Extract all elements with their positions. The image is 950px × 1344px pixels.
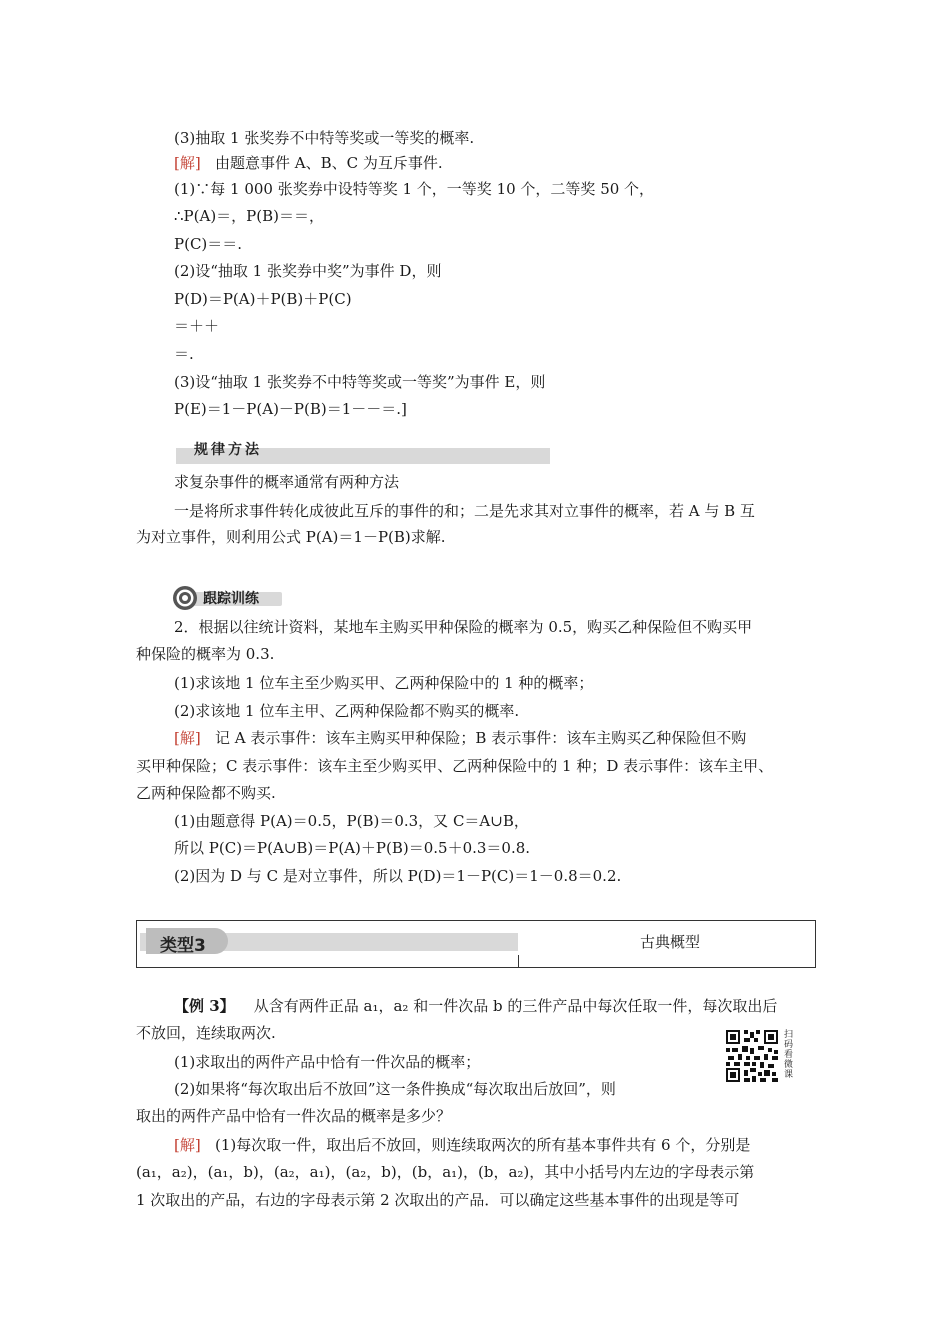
text-line: (1)由题意得 P(A)＝0.5，P(B)＝0.3，又 C＝A∪B， bbox=[174, 812, 529, 830]
text-line: 所以 P(C)＝P(A∪B)＝P(A)＋P(B)＝0.5＋0.3＝0.8. bbox=[174, 839, 531, 857]
text-line: P(E)＝1－P(A)－P(B)＝1－－＝.] bbox=[174, 400, 407, 418]
solution-line bbox=[174, 153, 443, 173]
text-line: 2．根据以往统计资料，某地车主购买甲种保险的概率为 0.5，购买乙种保险但不购买甲 bbox=[174, 618, 753, 636]
type-divider bbox=[518, 955, 519, 967]
example-text: 从含有两件正品 a₁，a₂ 和一件次品 b 的三件产品中每次任取一件，每次取出后 bbox=[253, 997, 778, 1015]
solution-label: [解] bbox=[174, 1136, 201, 1154]
text-line: (1)求取出的两件产品中恰有一件次品的概率； bbox=[174, 1053, 481, 1071]
text-line: 为对立事件，则利用公式 P(A)＝1－P(B)求解. bbox=[136, 528, 446, 546]
text-line: 求复杂事件的概率通常有两种方法 bbox=[174, 473, 400, 491]
text-line: (2)如果将“每次取出后不放回”这一条件换成“每次取出后放回”，则 bbox=[174, 1080, 616, 1098]
text-line: ∴P(A)＝，P(B)＝＝， bbox=[174, 207, 324, 225]
text-line: 取出的两件产品中恰有一件次品的概率是多少？ bbox=[136, 1107, 452, 1125]
section-title: 古典概型 bbox=[640, 933, 701, 951]
solution-label: [解] bbox=[174, 154, 201, 172]
text-line: 种保险的概率为 0.3. bbox=[136, 645, 275, 663]
text-line: (2)求该地 1 位车主甲、乙两种保险都不购买的概率. bbox=[174, 702, 520, 720]
text-line: 不放回，连续取两次. bbox=[136, 1024, 276, 1042]
qr-caption: 扫码看微课 bbox=[784, 1030, 794, 1080]
text-line: (1)求该地 1 位车主至少购买甲、乙两种保险中的 1 种的概率； bbox=[174, 674, 594, 692]
solution-line bbox=[174, 1135, 750, 1155]
solution-line bbox=[174, 728, 746, 748]
method-tag: 规律方法 bbox=[194, 442, 262, 458]
text-line: 1 次取出的产品，右边的字母表示第 2 次取出的产品．可以确定这些基本事件的出现是等可 bbox=[136, 1191, 740, 1209]
text-line: P(C)＝＝. bbox=[174, 235, 243, 253]
text-line: (3)设“抽取 1 张奖券不中特等奖或一等奖”为事件 E，则 bbox=[174, 373, 546, 391]
text-line: (3)抽取 1 张奖券不中特等奖或一等奖的概率. bbox=[174, 129, 475, 147]
text-line: (2)因为 D 与 C 是对立事件，所以 P(D)＝1－P(C)＝1－0.8＝0.2. bbox=[174, 867, 622, 885]
text-line: 一是将所求事件转化成彼此互斥的事件的和；二是先求其对立事件的概率，若 A 与 B 互 bbox=[174, 502, 755, 520]
example-label: 【例 3】 bbox=[174, 997, 235, 1015]
text-line: ＝＋＋ bbox=[174, 317, 220, 335]
training-tag: 跟踪训练 bbox=[203, 591, 259, 607]
text-line: (2)设“抽取 1 张奖券中奖”为事件 D，则 bbox=[174, 262, 442, 280]
solution-label: [解] bbox=[174, 729, 201, 747]
text-line: ＝. bbox=[174, 345, 194, 363]
solution-text: 记 A 表示事件：该车主购买甲种保险；B 表示事件：该车主购买乙种保险但不购 bbox=[215, 729, 747, 747]
target-icon bbox=[172, 585, 198, 611]
text-line: 乙两种保险都不购买. bbox=[136, 784, 276, 802]
qr-code-icon bbox=[724, 1028, 780, 1084]
text-line: 买甲种保险；C 表示事件：该车主至少购买甲、乙两种保险中的 1 种；D 表示事件：该车主甲、 bbox=[136, 757, 774, 775]
type-tag: 类型3 bbox=[160, 936, 206, 956]
text-line: P(D)＝P(A)＋P(B)＋P(C) bbox=[174, 290, 352, 308]
text-line: (1)∵每 1 000 张奖券中设特等奖 1 个，一等奖 10 个，二等奖 50 个， bbox=[174, 180, 655, 198]
text-line: (a₁，a₂)，(a₁，b)，(a₂，a₁)，(a₂，b)，(b，a₁)，(b，a₂)，其中小括号内左边的字母表示第 bbox=[136, 1163, 755, 1181]
solution-text: (1)每次取一件，取出后不放回，则连续取两次的所有基本事件共有 6 个，分别是 bbox=[215, 1136, 751, 1154]
solution-text: 由题意事件 A、B、C 为互斥事件. bbox=[215, 154, 443, 172]
example-line bbox=[174, 996, 777, 1016]
